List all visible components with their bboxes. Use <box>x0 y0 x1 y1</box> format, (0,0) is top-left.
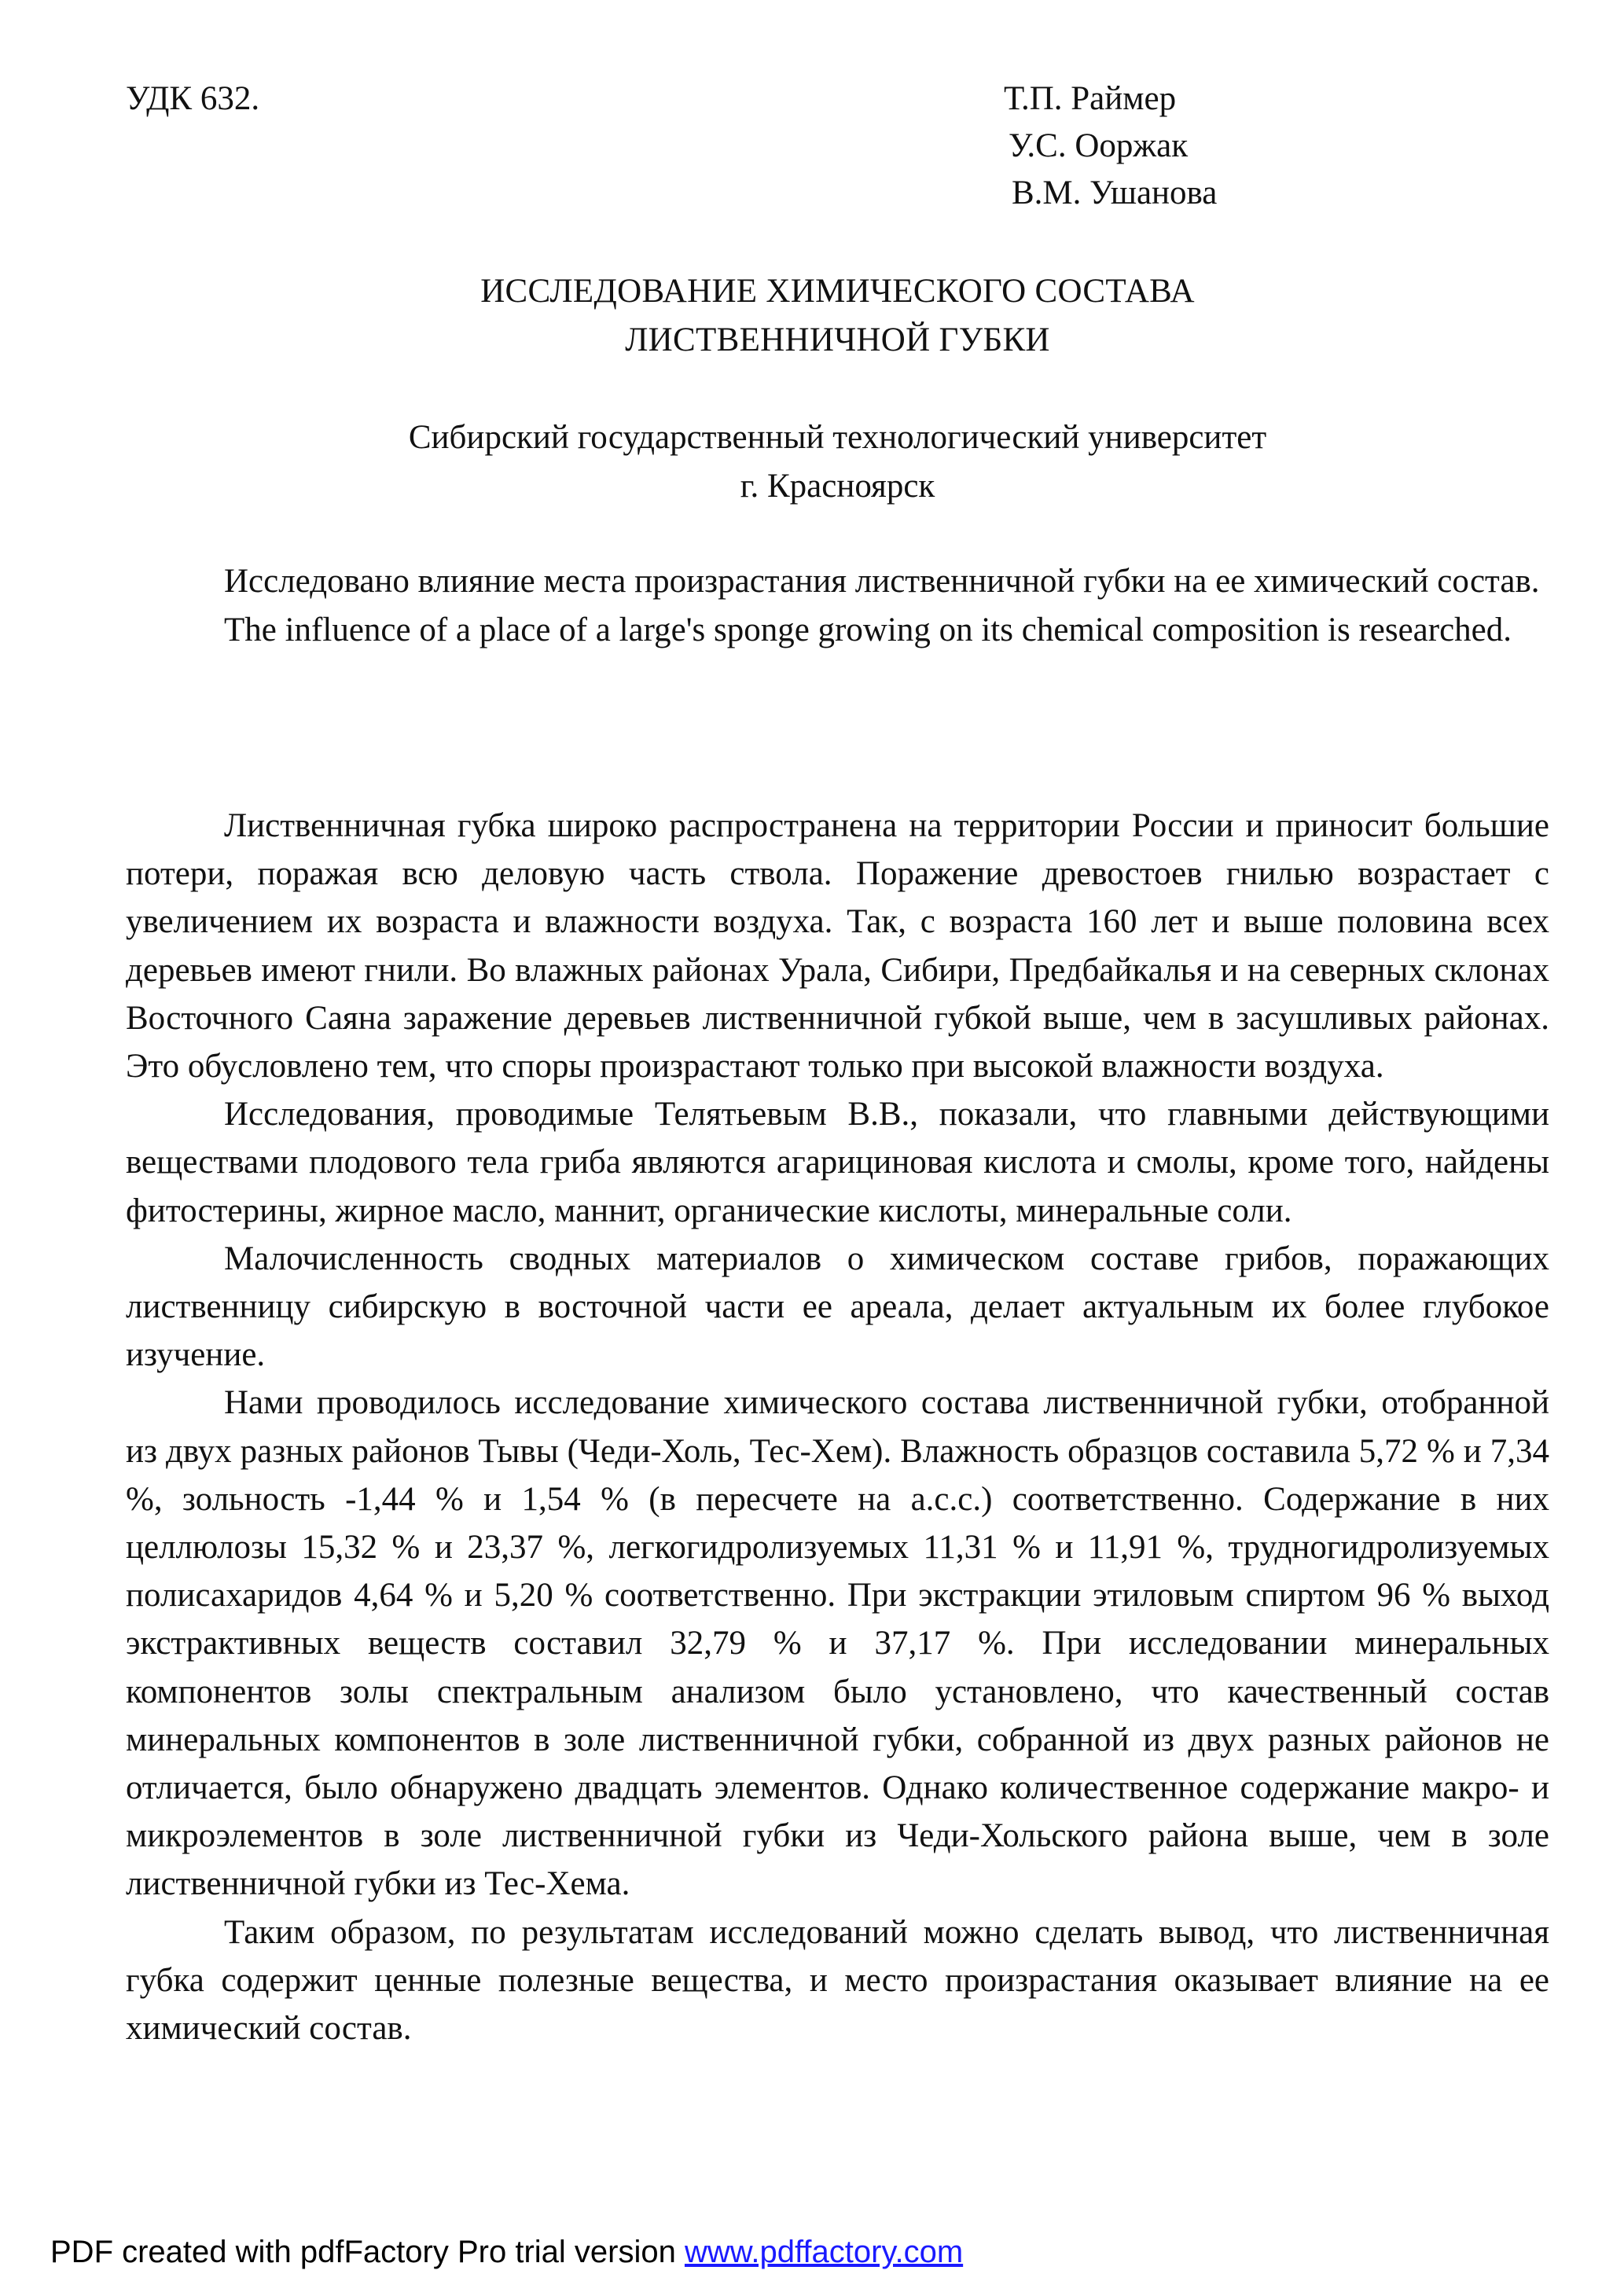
udk-code: УДК 632. <box>126 80 260 117</box>
abstract <box>126 557 1549 655</box>
body-paragraph: Лиственничная губка широко распространена на территории России и приносит большие потери, поражая всю деловую часть ствола. Поражение древостоев гнилью возрастает с увеличением их возраста и влажности воздуха. Так, с возраста 160 лет и выше половина всех деревьев имеют гнили. Во влажных районах Урала, Сибири, Предбайкалья и на северных склонах Восточного Саяна заражение деревьев лиственничной губкой выше, чем в засушливых районах. Это обусловлено тем, что споры произрастают только при высокой влажности воздуха. <box>126 807 1549 1086</box>
author-name: В.М. Ушанова <box>1012 174 1218 211</box>
body-paragraph: Исследования, проводимые Телятьевым В.В., показали, что главными действующими веществами плодового тела гриба являются агарициновая кислота и смолы, кроме того, найдены фитостерины, жирное масло, маннит, органические кислоты, минеральные соли. <box>126 1096 1549 1229</box>
affiliation <box>126 413 1549 511</box>
pdf-footer <box>50 2235 963 2270</box>
affiliation-institution: Сибирский государственный технологический университет <box>408 419 1267 456</box>
abstract-english: The influence of a place of a large's sponge growing on its chemical composition is researched. <box>224 612 1512 648</box>
body-paragraph: Малочисленность сводных материалов о химическом составе грибов, поражающих лиственницу сибирскую в восточной части ее ареала, делает актуальным их более глубокое изучение. <box>126 1240 1549 1374</box>
affiliation-city: г. Красноярск <box>740 468 935 505</box>
abstract-russian: Исследовано влияние места произрастания лиственничной губки на ее химический состав. <box>224 563 1540 600</box>
paper-title <box>126 267 1549 365</box>
body-paragraph: Таким образом, по результатам исследований можно сделать вывод, что лиственничная губка содержит ценные полезные вещества, и место произрастания оказывает влияние на ее химический состав. <box>126 1913 1549 2048</box>
footer-link[interactable]: www.pdffactory.com <box>684 2235 964 2269</box>
author-name: Т.П. Раймер <box>1004 80 1177 117</box>
author-name: У.С. Ооржак <box>1009 127 1189 164</box>
body-text <box>126 802 1549 2052</box>
title-line: ЛИСТВЕННИЧНОЙ ГУБКИ <box>625 321 1050 358</box>
footer-text: PDF created with pdfFactory Pro trial version <box>50 2235 685 2269</box>
title-line: ИССЛЕДОВАНИЕ ХИМИЧЕСКОГО СОСТАВА <box>480 273 1195 310</box>
body-paragraph: Нами проводилось исследование химического состава лиственничной губки, отобранной из двух разных районов Тывы (Чеди-Холь, Тес-Хем). Влажность образцов составила 5,72 % и 7,34 %, зольность -1,44 % и 1,54 % (в пересчете на а.с.с.) соответственно. Содержание в них целлюлозы 15,32 % и 23,37 %, легкогидролизуемых 11,31 % и 11,91 %, трудногидролизуемых полисахаридов 4,64 % и 5,20 % соответственно. При экстракции этиловым спиртом 96 % выход экстрактивных веществ составил 32,79 % и 37,17 %. При исследовании минеральных компонентов золы спектральным анализом было установлено, что качественный состав минеральных компонентов в золе лиственничной губки, собранной из двух разных районов не отличается, было обнаружено двадцать элементов. Однако количественное содержание макро- и микроэлементов в золе лиственничной губки из Чеди-Хольского района выше, чем в золе лиственничной губки из Тес-Хема. <box>126 1384 1549 1903</box>
author-list <box>1004 75 1217 217</box>
